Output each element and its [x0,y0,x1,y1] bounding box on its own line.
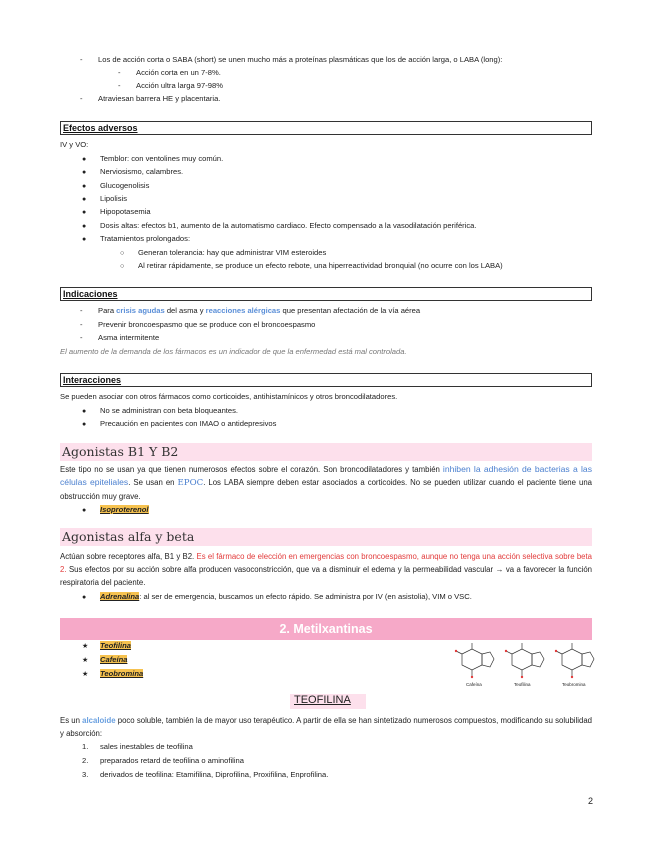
list-item: ★ Teofilina [82,641,131,650]
page-number: 2 [588,796,594,806]
indicaciones-note: El aumento de la demanda de los fármacos es un indicador de que la enfermedad está mal controlada. [60,347,407,356]
list-item: 3. derivados de teofilina: Etamifilina, Diprofilina, Proxifilina, Enprofilina. [82,770,329,779]
alfabeta-paragraph: Actúan sobre receptores alfa, B1 y B2. Es el fármaco de elección en emergencias con broncoespasmo, aunque no tenga una acción selectiva sobre beta 2. Sus efectos por su acción sobre alfa producen vasoconstricción, que va a disminuir el edema y la permeabilidad vascular → va a favorecer la función respiratoria del paciente. [60,552,593,587]
teobromina-structure [556,643,594,676]
list-item: ● Nerviosismo, calambres. [82,167,184,176]
section-heading-interacciones: Interacciones [60,373,592,387]
efectos-intro: IV y VO: [60,140,89,149]
structure-label: Cafeína [466,682,482,687]
list-item: - Asma intermitente [80,333,160,342]
list-item: ● Tratamientos prolongados: [82,234,191,243]
b1b2-paragraph: Este tipo no se usan ya que tienen numerosos efectos sobre el corazón. Son broncodilatadores y también inhiben la adhesión de bacterias a las células epiteliales. Se usan en EPOC. Los LABA siempre deben estar asociados a corticoides. No se pueden utilizar cuando el paciente tiene una obstrucción muy grave. [60,464,592,501]
teofilina-paragraph: Es un alcaloide poco soluble, también la de mayor uso terapéutico. A partir de ella se han sintetizado numerosos compuestos, modificando su solubilidad y absorción: [60,716,593,738]
section-heading-metilxantinas: 2. Metilxantinas [60,618,592,640]
list-item: ● Hipopotasemia [82,207,151,216]
list-item: ● Lipolisis [82,194,128,203]
list-item: ★ Teobromina [82,669,144,678]
section-heading-alfabeta: Agonistas alfa y beta [60,528,592,546]
structure-label: Teobromina [562,682,586,687]
list-item: ● Dosis altas: efectos b1, aumento de la automatismo cardiaco. Efecto compensado a la vasodilatación periférica. [82,221,477,230]
list-item: - Atraviesan barrera HE y placentaria. [80,94,221,103]
section-heading-indicaciones: Indicaciones [60,287,592,301]
cafeina-structure [456,643,494,676]
list-item: 1. sales inestables de teofilina [82,742,193,751]
list-item: - Acción ultra larga 97-98% [118,81,223,90]
list-item: - Prevenir broncoespasmo que se produce con el broncoespasmo [80,320,316,329]
list-item: - Los de acción corta o SABA (short) se unen mucho más a proteínas plasmáticas que los de acción larga, o LABA (long): [80,55,503,64]
interacciones-intro: Se pueden asociar con otros fármacos como corticoides, antihistamínicos y otros broncodilatadores. [60,392,398,401]
list-item: ○ Al retirar rápidamente, se produce un efecto rebote, una hiperreactividad bronquial (no ocurre con los LABA) [120,261,503,270]
list-item: - Para crisis agudas del asma y reacciones alérgicas que presentan afectación de la vía aérea [80,306,421,315]
structure-label: Teofilina [514,682,531,687]
section-heading-efectos: Efectos adversos [60,121,592,135]
section-heading-b1b2: Agonistas B1 Y B2 [60,443,592,461]
list-item: ● Temblor: con ventolines muy común. [82,154,224,163]
teofilina-heading: TEOFILINA [290,694,366,709]
list-item: 2. preparados retard de teofilina o aminofilina [82,756,244,765]
list-item: ● Precaución en pacientes con IMAO o antidepresivos [82,419,277,428]
list-item: ● No se administran con beta bloqueantes. [82,406,239,415]
list-item: ○ Generan tolerancia: hay que administrar VIM esteroides [120,248,327,257]
teofilina-structure [506,643,544,676]
list-item: ● Glucogenolisis [82,181,150,190]
list-item: ● Adrenalina: al ser de emergencia, buscamos un efecto rápido. Se administra por IV (en asistolia), VIM o VSC. [82,592,472,601]
list-item: - Acción corta en un 7-8%. [118,68,221,77]
list-item: ★ Cafeína [82,655,128,664]
list-item: ● Isoproterenol [82,505,149,514]
